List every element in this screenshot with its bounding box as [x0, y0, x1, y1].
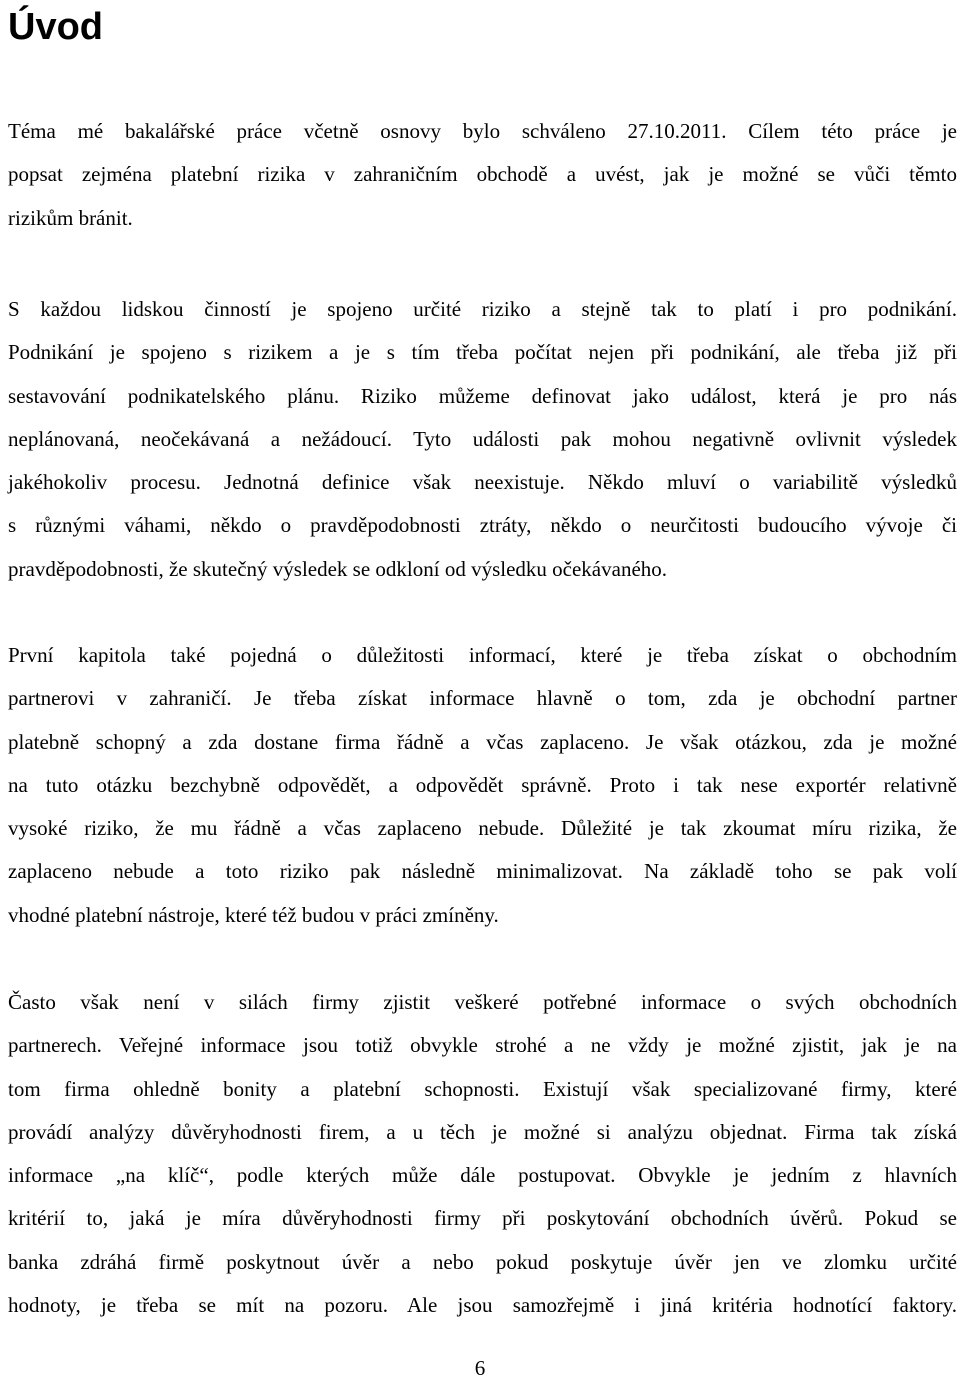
paragraph-line: Často však není v silách firmy zjistit veškeré potřebné informace o svých obchodních: [8, 990, 957, 1014]
paragraph-line: sestavování podnikatelského plánu. Riziko můžeme definovat jako událost, která je pro nás: [8, 383, 957, 408]
paragraph-line: provádí analýzy důvěryhodnosti firem, a u těch je možné si analýzu objednat. Firma tak získá: [8, 1119, 957, 1144]
paragraph-line: rizikům bránit.: [8, 205, 133, 230]
paragraph-line: partnerovi v zahraničí. Je třeba získat informace hlavně o tom, zda je obchodní partner: [8, 686, 957, 711]
paragraph-line: První kapitola také pojedná o důležitosti informací, které je třeba získat o obchodním: [8, 643, 957, 667]
paragraph-line: vysoké riziko, že mu řádně a včas zaplaceno nebude. Důležité je tak zkoumat míru rizika, že: [8, 816, 957, 841]
paragraph-line: jakéhokoliv procesu. Jednotná definice však neexistuje. Někdo mluví o variabilitě výsledků: [8, 470, 957, 495]
paragraph-line: banka zdráhá firmě poskytnout úvěr a nebo pokud poskytuje úvěr jen ve zlomku určité: [8, 1249, 957, 1274]
paragraph-4: [8, 981, 957, 1327]
paragraph-line: vhodné platební nástroje, které též budou v práci zmíněny.: [8, 902, 499, 927]
page-number: 6: [474, 1356, 486, 1380]
paragraph-line: tom firma ohledně bonity a platební schopnosti. Existují však specializované firmy, které: [8, 1076, 957, 1101]
paragraph-line: pravděpodobnosti, že skutečný výsledek se odkloní od výsledku očekávaného.: [8, 556, 668, 581]
paragraph-line: Podnikání je spojeno s rizikem a je s tím třeba počítat nejen při podnikání, ale třeba již při: [8, 340, 957, 365]
paragraph-line: neplánovaná, neočekávaná a nežádoucí. Tyto události pak mohou negativně ovlivnit výsledek: [8, 426, 957, 451]
paragraph-line: Téma mé bakalářské práce včetně osnovy bylo schváleno 27.10.2011. Cílem této práce je: [8, 119, 957, 143]
paragraph-line: partnerech. Veřejné informace jsou totiž obvykle strohé a ne vždy je možné zjistit, jak je na: [8, 1033, 957, 1058]
paragraph-line: S každou lidskou činností je spojeno určité riziko a stejně tak to platí i pro podnikání.: [8, 297, 957, 321]
paragraph-1: [8, 110, 957, 240]
paragraph-line: s různými váhami, někdo o pravděpodobnosti ztráty, někdo o neurčitosti budoucího vývoje či: [8, 513, 957, 538]
paragraph-3: [8, 634, 957, 937]
paragraph-line: platebně schopný a zda dostane firma řádně a včas zaplaceno. Je však otázkou, zda je možné: [8, 729, 957, 754]
paragraph-line: na tuto otázku bezchybně odpovědět, a odpovědět správně. Proto i tak nese exportér relativně: [8, 772, 957, 797]
paragraph-line: hodnoty, je třeba se mít na pozoru. Ale jsou samozřejmě i jiná kritéria hodnotící faktory.: [8, 1293, 957, 1318]
paragraph-line: informace „na klíč“, podle kterých může dále postupovat. Obvykle je jedním z hlavních: [8, 1163, 957, 1188]
paragraph-line: zaplaceno nebude a toto riziko pak následně minimalizovat. Na základě toho se pak volí: [8, 859, 957, 884]
paragraph-line: kritérií to, jaká je míra důvěryhodnosti firmy při poskytování obchodních úvěrů. Pokud se: [8, 1206, 957, 1231]
page-title: Úvod: [8, 6, 103, 48]
paragraph-line: popsat zejména platební rizika v zahraničním obchodě a uvést, jak je možné se vůči těmto: [8, 162, 957, 187]
paragraph-2: [8, 288, 957, 591]
